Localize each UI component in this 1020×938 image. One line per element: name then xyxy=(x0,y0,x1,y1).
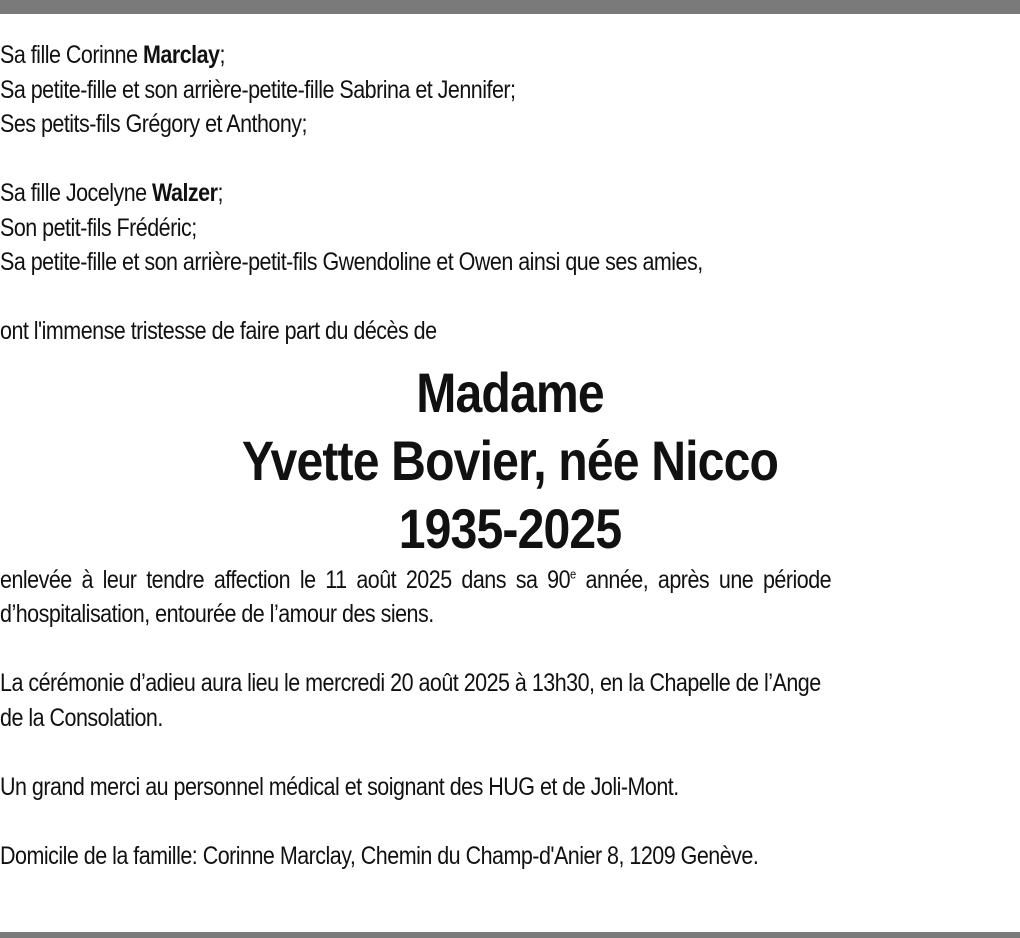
spacer xyxy=(0,804,1020,839)
family-name-walzer: Walzer xyxy=(152,179,218,207)
spacer xyxy=(0,142,1020,177)
thanks-text: Un grand merci au personnel médical et soignant des HUG et de Joli-Mont. xyxy=(0,772,679,801)
family-line-1-prefix: Sa fille Corinne xyxy=(0,41,144,69)
family-line-1-suffix: ; xyxy=(219,41,225,69)
spacer xyxy=(0,632,1020,667)
family-line-5: Son petit-fils Frédéric; xyxy=(0,213,197,242)
family-name-marclay: Marclay xyxy=(143,41,220,69)
family-line-4-suffix: ; xyxy=(217,179,223,207)
domicile-text: Domicile de la famille: Corinne Marclay, Chemin du Champ-d'Anier 8, 1209 Genève. xyxy=(0,841,759,870)
ceremony-line-1: La cérémonie d’adieu aura lieu le mercredi 20 août 2025 à 13h30, en la Chapelle de l’Ange xyxy=(0,669,821,697)
paragraph-1-line-1-start: enlevée à leur tendre affection le 11 août 2025 dans sa 90 xyxy=(0,565,571,594)
spacer xyxy=(0,735,1020,770)
paragraph-1-line-1-end: année, après une période xyxy=(575,565,832,594)
paragraph-1-line-2: d’hospitalisation, entourée de l’amour des siens. xyxy=(0,600,434,628)
family-line-3: Ses petits-fils Grégory et Anthony; xyxy=(0,110,307,138)
bottom-divider xyxy=(0,932,1020,938)
ceremony-line-2: de la Consolation. xyxy=(0,703,163,732)
family-line-4-prefix: Sa fille Jocelyne xyxy=(0,179,153,207)
deceased-years: 1935-2025 xyxy=(398,496,622,560)
top-divider xyxy=(0,0,1020,14)
family-line-6: Sa petite-fille et son arrière-petit-fils Gwendoline et Owen ainsi que ses amies, xyxy=(0,248,703,276)
family-line-4 xyxy=(0,176,1020,211)
obituary-notice xyxy=(0,38,1020,873)
paragraph-1-line-1 xyxy=(0,563,1020,598)
family-line-1 xyxy=(0,38,1020,73)
family-line-2: Sa petite-fille et son arrière-petite-fille Sabrina et Jennifer; xyxy=(0,75,516,104)
announcement-text: ont l'immense tristesse de faire part du décès de xyxy=(0,317,437,345)
spacer xyxy=(0,280,1020,315)
ordinal-superscript: e xyxy=(570,566,576,582)
deceased-title: Madame xyxy=(416,360,604,424)
deceased-name: Yvette Bovier, née Nicco xyxy=(241,428,779,492)
